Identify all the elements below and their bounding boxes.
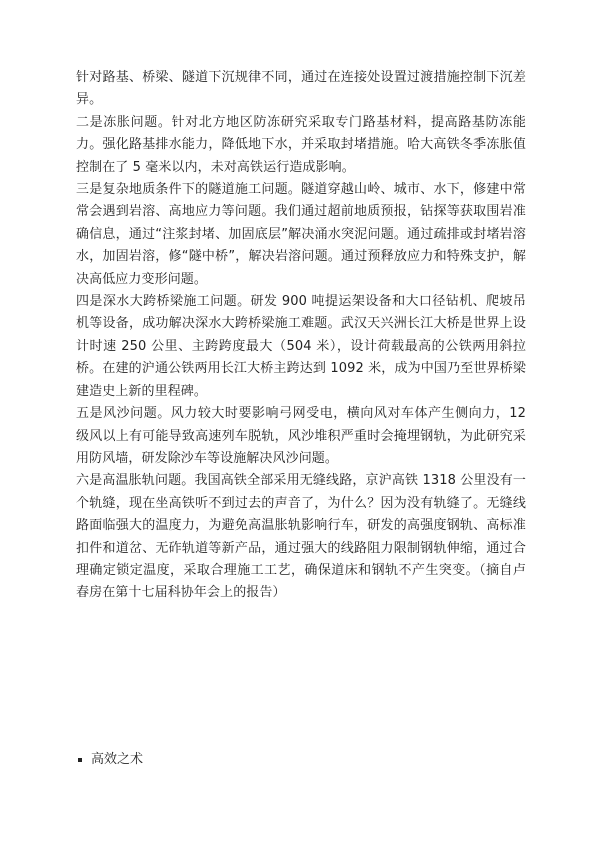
bullet-item-label: 高效之术 — [91, 752, 144, 767]
paragraph-thermal-rail: 六是高温胀轨问题。我国高铁全部采用无缝线路，京沪高铁 1318 公里没有一个轨缝，现在坐高铁听不到过去的声音了，为什么？因为没有轨缝了。无缝线路面临强大的温度力，为避免高温胀轨影响行车，研发的高强度钢轨、高标准扣件和道岔、无砟轨道等新产品，通过强大的线路阻力限制钢轨伸缩，通过合理确定锁定温度，采取合理施工工艺，确保道床和钢轨不产生突变。（摘自卢春房在第十七届科协年会上的报告） — [76, 473, 526, 601]
paragraph-subgrade-settlement: 针对路基、桥梁、隧道下沉规律不同，通过在连接处设置过渡措施控制下沉差异。 — [76, 70, 526, 108]
paragraph-wind-sand: 五是风沙问题。风力较大时要影响弓网受电，横向风对车体产生侧向力，12 级风以上有可能导致高速列车脱轨，风沙堆积严重时会掩埋钢轨，为此研究采用防风墙，研发除沙车等设施解决风沙问题。 — [76, 406, 526, 466]
paragraph-deep-water-bridge: 四是深水大跨桥梁施工问题。研发 900 吨提运架设备和大口径钻机、爬坡吊机等设备，成功解决深水大跨桥梁施工难题。武汉天兴洲长江大桥是世界上设计时速 250 公里、主跨跨度最大（504 米），设计荷载最高的公铁两用斜拉桥。在建的沪通公铁两用长江大桥主跨达到 1092 米，成为中国乃至世界桥梁建造史上新的里程碑。 — [76, 294, 526, 399]
square-bullet-icon — [78, 758, 82, 762]
bullet-list-item — [78, 748, 143, 767]
paragraph-frost-heave: 二是冻胀问题。针对北方地区防冻研究采取专门路基材料，提高路基防冻能力。强化路基排水能力，降低地下水，并采取封堵措施。哈大高铁冬季冻胀值控制在了 5 毫米以内，未对高铁运行造成影响。 — [76, 114, 526, 175]
document-body — [76, 67, 526, 605]
paragraph-tunnel-geology: 三是复杂地质条件下的隧道施工问题。隧道穿越山岭、城市、水下，修建中常常会遇到岩溶、高地应力等问题。我们通过超前地质预报，钻探等获取围岩准确信息，通过“注浆封堵、加固底层”解决涌水突泥问题。通过疏排或封堵岩溶水，加固岩溶，修“隧中桥”，解决岩溶问题。通过预释放应力和特殊支护，解决高低应力变形问题。 — [76, 182, 526, 287]
